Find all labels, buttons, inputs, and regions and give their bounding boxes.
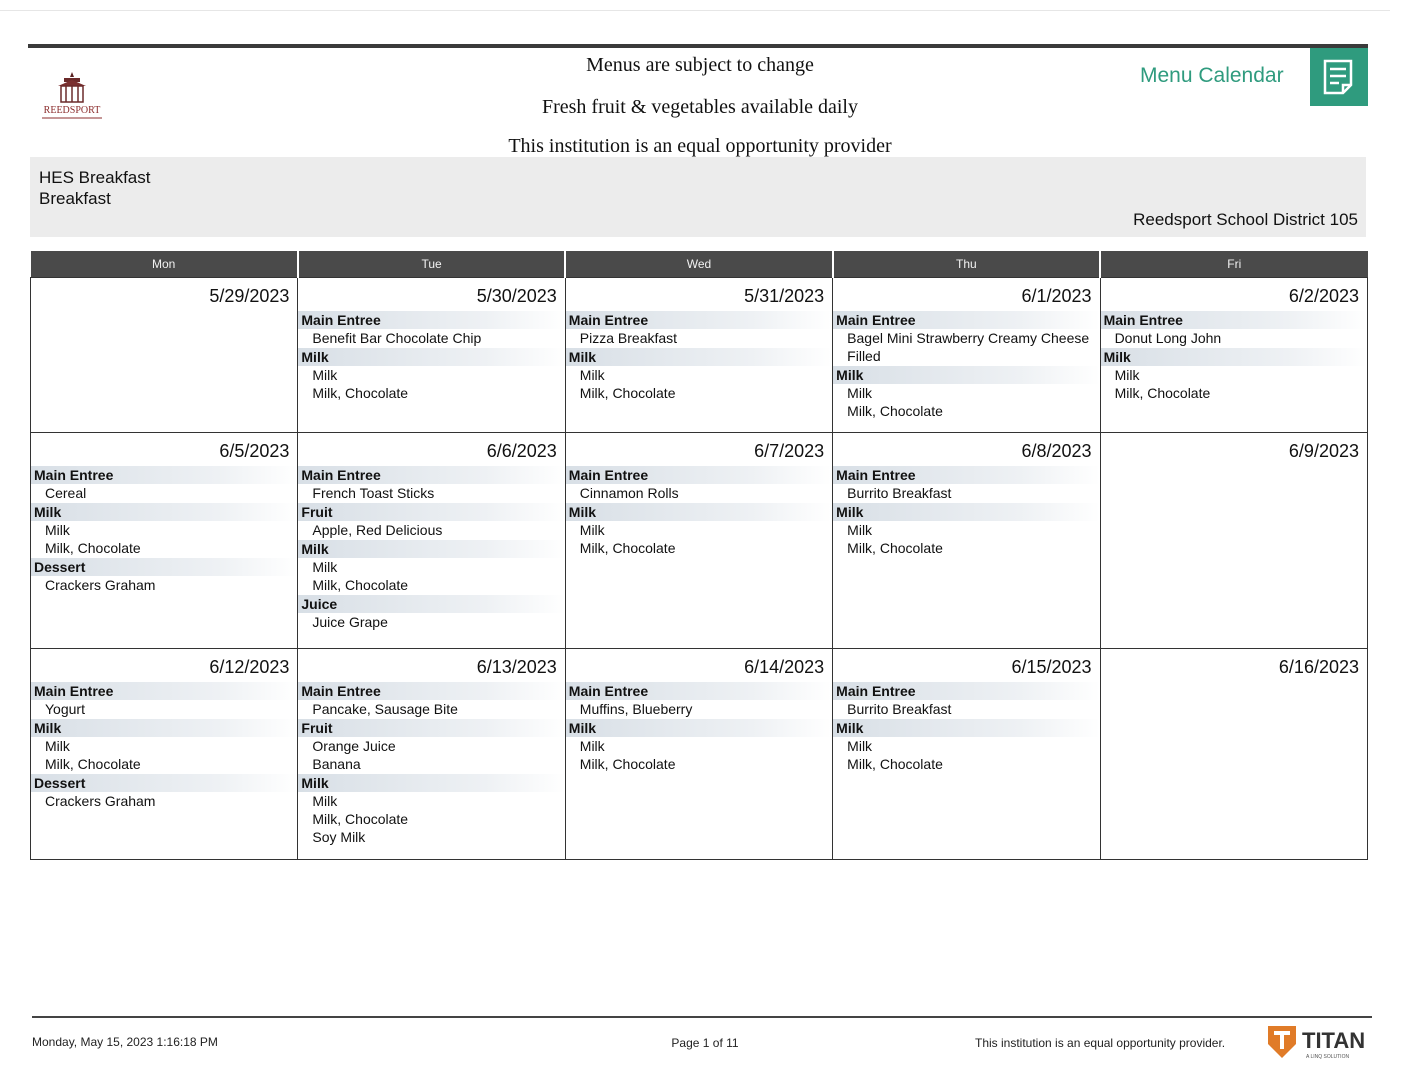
menu-category: Dessert bbox=[31, 558, 297, 576]
district-name: Reedsport School District 105 bbox=[1133, 210, 1358, 229]
calendar-day-cell bbox=[1100, 433, 1367, 649]
menu-category: Milk bbox=[1101, 348, 1367, 366]
menu-item: Milk bbox=[45, 738, 70, 754]
weekday-header: Thu bbox=[833, 251, 1100, 278]
menu-category-group bbox=[566, 466, 832, 502]
menu-category-group bbox=[1101, 348, 1367, 402]
calendar-day-cell bbox=[298, 433, 565, 649]
menu-category-group bbox=[833, 311, 1099, 365]
menu-category-group bbox=[298, 719, 564, 773]
menu-item: Milk, Chocolate bbox=[312, 577, 409, 593]
menu-item: Milk, Chocolate bbox=[847, 403, 943, 419]
menu-category-group bbox=[298, 682, 564, 718]
menu-document-icon bbox=[1310, 48, 1368, 106]
day-date: 6/9/2023 bbox=[1288, 441, 1359, 461]
footer-rule bbox=[32, 1016, 1372, 1018]
day-date: 6/12/2023 bbox=[209, 657, 290, 677]
menu-category-group bbox=[298, 595, 564, 631]
menu-category: Milk bbox=[566, 348, 832, 366]
menu-category-group bbox=[31, 719, 297, 773]
school-menu-name bbox=[39, 167, 151, 209]
menu-item: Milk, Chocolate bbox=[312, 385, 409, 401]
day-date: 5/30/2023 bbox=[476, 286, 557, 306]
menu-category: Main Entree bbox=[1101, 311, 1367, 329]
menu-category-group bbox=[833, 366, 1099, 420]
header-bar bbox=[28, 44, 1368, 48]
menu-item: Milk bbox=[579, 522, 605, 538]
menu-item: Milk bbox=[312, 793, 338, 809]
menu-item: Crackers Graham bbox=[45, 793, 156, 809]
menu-item: Milk bbox=[847, 522, 873, 538]
menu-calendar-grid bbox=[30, 251, 1368, 860]
calendar-day-cell bbox=[565, 278, 832, 433]
menu-category: Main Entree bbox=[298, 682, 564, 700]
day-date: 6/16/2023 bbox=[1278, 657, 1359, 677]
menu-category: Main Entree bbox=[31, 466, 297, 484]
calendar-day-cell bbox=[31, 278, 298, 433]
weekday-header: Tue bbox=[298, 251, 565, 278]
menu-category-group bbox=[566, 311, 832, 347]
menu-item: Milk, Chocolate bbox=[45, 756, 141, 772]
menu-category: Milk bbox=[31, 503, 297, 521]
calendar-day-cell bbox=[298, 649, 565, 860]
calendar-week-row bbox=[31, 433, 1368, 649]
menu-item: Milk bbox=[45, 522, 70, 538]
menu-item: Milk bbox=[847, 385, 873, 401]
calendar-day-cell bbox=[565, 649, 832, 860]
menu-item: Milk, Chocolate bbox=[579, 540, 676, 556]
menu-item: Milk bbox=[312, 559, 338, 575]
day-date: 6/5/2023 bbox=[219, 441, 290, 461]
calendar-day-cell bbox=[1100, 278, 1367, 433]
menu-item: Milk bbox=[847, 738, 873, 754]
menu-category-group bbox=[298, 348, 564, 402]
menu-category: Milk bbox=[833, 503, 1099, 521]
menu-category-group bbox=[1101, 311, 1367, 347]
calendar-day-cell bbox=[1100, 649, 1367, 860]
day-date: 5/31/2023 bbox=[744, 286, 825, 306]
menu-item: Yogurt bbox=[45, 701, 85, 717]
day-date: 6/8/2023 bbox=[1021, 441, 1092, 461]
logo-text: REEDSPORT bbox=[43, 105, 101, 116]
menu-category: Milk bbox=[298, 540, 564, 558]
day-date: 6/2/2023 bbox=[1288, 286, 1359, 306]
page-indicator: Page 1 of 11 bbox=[671, 1036, 739, 1050]
weekday-header-row bbox=[31, 251, 1368, 278]
menu-item: Milk, Chocolate bbox=[847, 540, 943, 556]
menu-item: Milk bbox=[1114, 367, 1140, 383]
menu-category-group bbox=[833, 682, 1099, 718]
menu-item: Bagel Mini Strawberry Creamy Cheese Filled bbox=[847, 330, 1090, 364]
meal-type: Breakfast bbox=[39, 189, 111, 208]
menu-item: Banana bbox=[312, 756, 361, 772]
menu-item: Juice Grape bbox=[312, 614, 388, 630]
menu-item: Donut Long John bbox=[1114, 330, 1222, 346]
calendar-week-row bbox=[31, 649, 1368, 860]
menu-category: Milk bbox=[31, 719, 297, 737]
menu-item: Apple, Red Delicious bbox=[312, 522, 443, 538]
calendar-day-cell bbox=[565, 433, 832, 649]
district-logo bbox=[34, 70, 110, 122]
menu-category-group bbox=[298, 466, 564, 502]
titan-brand-sub: A LINQ SOLUTION bbox=[1306, 1054, 1350, 1060]
menu-item: Soy Milk bbox=[312, 829, 366, 845]
menu-category-group bbox=[833, 719, 1099, 773]
menu-category: Main Entree bbox=[833, 466, 1099, 484]
menu-category-group bbox=[31, 682, 297, 718]
menu-category-group bbox=[31, 466, 297, 502]
day-date: 6/7/2023 bbox=[754, 441, 825, 461]
menu-category: Main Entree bbox=[833, 311, 1099, 329]
menu-category: Main Entree bbox=[566, 682, 832, 700]
top-rule bbox=[0, 10, 1390, 11]
menu-category: Fruit bbox=[298, 719, 564, 737]
menu-category: Milk bbox=[566, 719, 832, 737]
menu-category: Main Entree bbox=[31, 682, 297, 700]
day-date: 6/6/2023 bbox=[486, 441, 557, 461]
menu-item: Milk, Chocolate bbox=[847, 756, 943, 772]
menu-item: Pizza Breakfast bbox=[579, 330, 678, 346]
menu-item: Muffins, Blueberry bbox=[579, 701, 693, 717]
calendar-day-cell bbox=[833, 433, 1100, 649]
day-date: 5/29/2023 bbox=[209, 286, 290, 306]
menu-category: Main Entree bbox=[298, 311, 564, 329]
notice-equal-opportunity: This institution is an equal opportunity provider bbox=[508, 135, 892, 157]
menu-item: Burrito Breakfast bbox=[847, 701, 952, 717]
menu-category-group bbox=[298, 503, 564, 539]
menu-category: Milk bbox=[833, 719, 1099, 737]
menu-category: Juice bbox=[298, 595, 564, 613]
menu-item: Milk, Chocolate bbox=[579, 385, 676, 401]
menu-category: Main Entree bbox=[833, 682, 1099, 700]
menu-category-group bbox=[298, 774, 564, 846]
menu-calendar-title: Menu Calendar bbox=[1140, 64, 1284, 87]
menu-category: Milk bbox=[833, 366, 1099, 384]
menu-category-group bbox=[298, 540, 564, 594]
menu-item: Milk bbox=[579, 738, 605, 754]
menu-item: Cereal bbox=[45, 485, 87, 501]
weekday-header: Wed bbox=[565, 251, 832, 278]
day-date: 6/13/2023 bbox=[476, 657, 557, 677]
menu-item: Orange Juice bbox=[312, 738, 396, 754]
weekday-header: Fri bbox=[1100, 251, 1367, 278]
menu-category: Main Entree bbox=[566, 311, 832, 329]
print-timestamp: Monday, May 15, 2023 1:16:18 PM bbox=[32, 1035, 218, 1049]
menu-item: Milk bbox=[579, 367, 605, 383]
calendar-day-cell bbox=[298, 278, 565, 433]
calendar-day-cell bbox=[833, 649, 1100, 860]
titan-logo bbox=[1266, 1022, 1378, 1062]
notice-menus-change: Menus are subject to change bbox=[586, 54, 814, 76]
menu-item: Pancake, Sausage Bite bbox=[312, 701, 458, 717]
menu-item: Milk, Chocolate bbox=[1114, 385, 1211, 401]
menu-category-group bbox=[566, 682, 832, 718]
menu-category-group bbox=[31, 558, 297, 594]
calendar-week-row bbox=[31, 278, 1368, 433]
menu-category: Main Entree bbox=[566, 466, 832, 484]
day-date: 6/14/2023 bbox=[744, 657, 825, 677]
menu-category: Dessert bbox=[31, 774, 297, 792]
menu-category: Fruit bbox=[298, 503, 564, 521]
menu-category-group bbox=[566, 348, 832, 402]
day-date: 6/15/2023 bbox=[1011, 657, 1092, 677]
titan-brand: TITAN bbox=[1302, 1028, 1366, 1053]
school-name: HES Breakfast bbox=[39, 168, 151, 187]
menu-category-group bbox=[833, 503, 1099, 557]
menu-item: Benefit Bar Chocolate Chip bbox=[312, 330, 482, 346]
menu-item: Cinnamon Rolls bbox=[579, 485, 679, 501]
menu-category-group bbox=[566, 719, 832, 773]
menu-item: Crackers Graham bbox=[45, 577, 156, 593]
menu-category-group bbox=[298, 311, 564, 347]
menu-item: Milk, Chocolate bbox=[45, 540, 141, 556]
footer-equal-opportunity: This institution is an equal opportunity provider. bbox=[975, 1036, 1226, 1050]
menu-category: Milk bbox=[566, 503, 832, 521]
calendar-day-cell bbox=[31, 433, 298, 649]
menu-category: Main Entree bbox=[298, 466, 564, 484]
menu-category-group bbox=[833, 466, 1099, 502]
menu-category-group bbox=[31, 503, 297, 557]
menu-category-group bbox=[566, 503, 832, 557]
menu-category: Milk bbox=[298, 774, 564, 792]
menu-item: French Toast Sticks bbox=[312, 485, 435, 501]
menu-category: Milk bbox=[298, 348, 564, 366]
weekday-header: Mon bbox=[31, 251, 298, 278]
menu-category-group bbox=[31, 774, 297, 810]
calendar-day-cell bbox=[31, 649, 298, 860]
menu-item: Milk bbox=[312, 367, 338, 383]
notice-fresh-fruit: Fresh fruit & vegetables available daily bbox=[541, 96, 858, 118]
menu-item: Burrito Breakfast bbox=[847, 485, 952, 501]
menu-info-band bbox=[30, 157, 1366, 237]
menu-item: Milk, Chocolate bbox=[579, 756, 676, 772]
calendar-day-cell bbox=[833, 278, 1100, 433]
day-date: 6/1/2023 bbox=[1021, 286, 1092, 306]
menu-item: Milk, Chocolate bbox=[312, 811, 409, 827]
